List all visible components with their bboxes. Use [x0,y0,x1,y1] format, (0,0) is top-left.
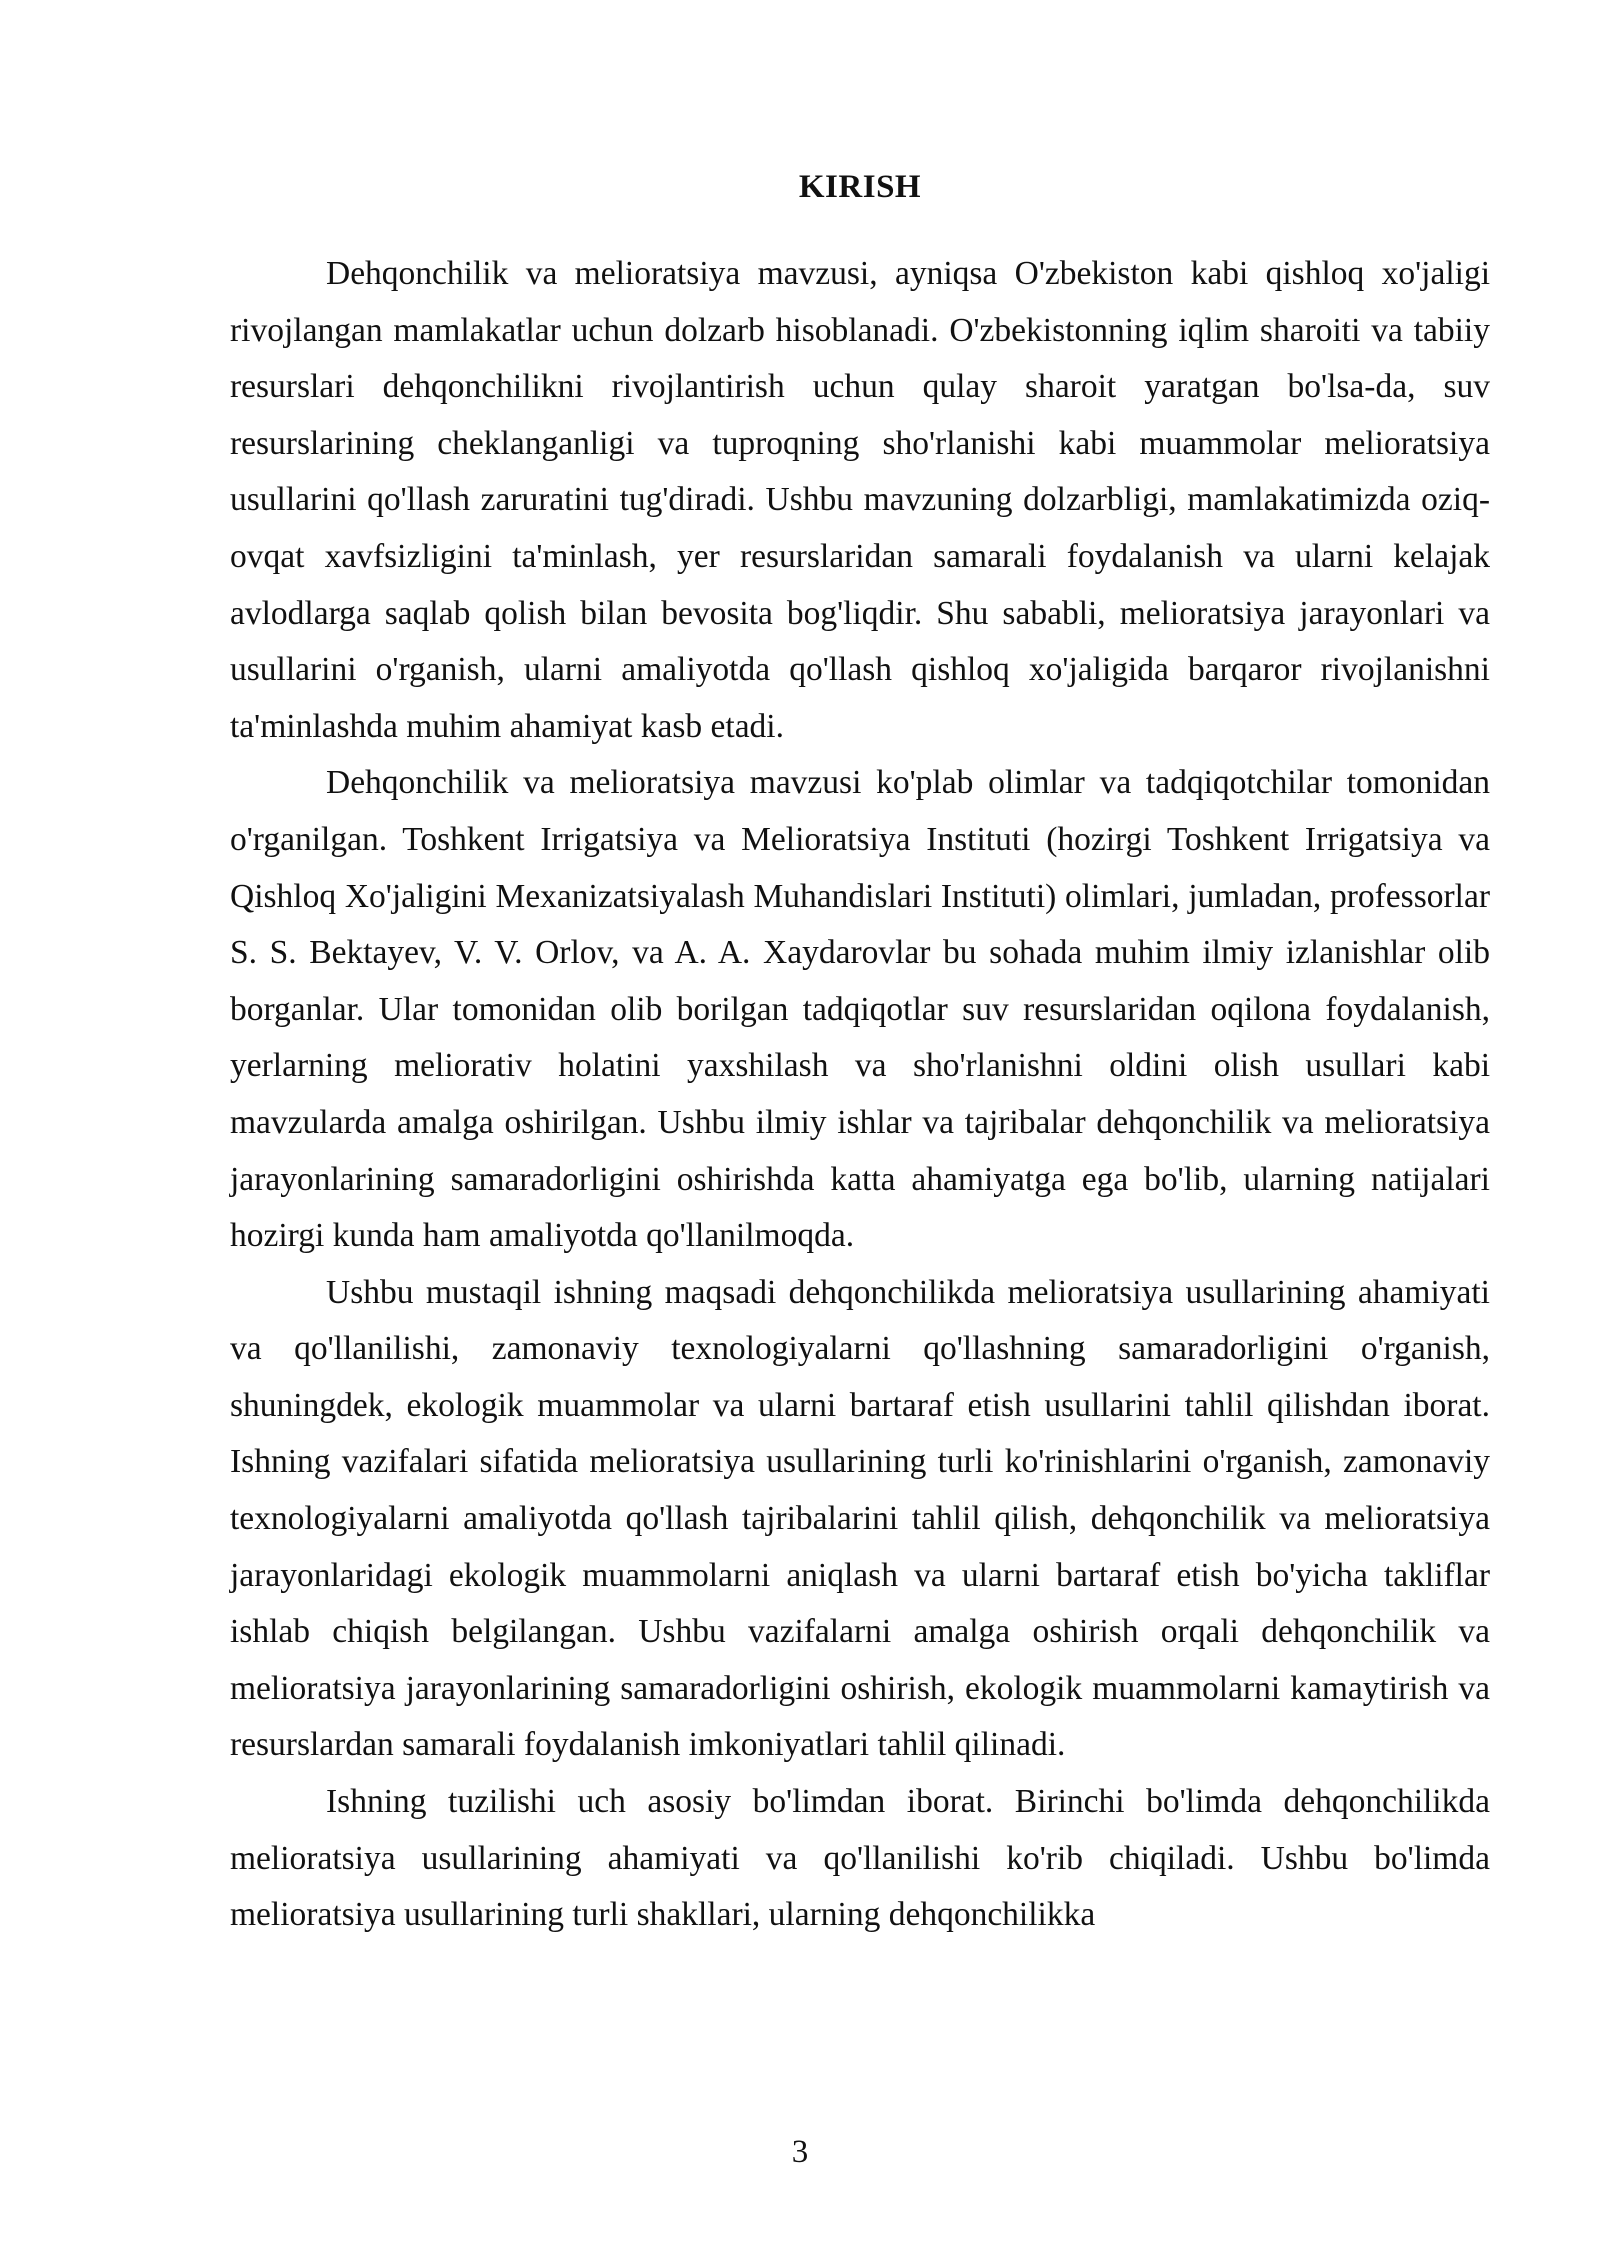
page-number: 3 [791,2134,809,2170]
document-body [230,246,1490,1944]
paragraph-1: Dehqonchilik va melioratsiya mavzusi, ayniqsa O'zbekiston kabi qishloq xo'jaligi rivojlangan mamlakatlar uchun dolzarb hisoblanadi. O'zbekistonning iqlim sharoiti va tabiiy resurslari dehqonchilikni rivojlantirish uchun qulay sharoit yaratgan bo'lsa-da, suv resurslarining cheklanganligi va tuproqning sho'rlanishi kabi muammolar melioratsiya usullarini qo'llash zaruratini tug'diradi. Ushbu mavzuning dolzarbligi, mamlakatimizda oziq-ovqat xavfsizligini ta'minlash, yer resurslaridan samarali foydalanish va ularni kelajak avlodlarga saqlab qolish bilan bevosita bog'liqdir. Shu sababli, melioratsiya jarayonlari va usullarini o'rganish, ularni amaliyotda qo'llash qishloq xo'jaligida barqaror rivojlanishni ta'minlashda muhim ahamiyat kasb etadi. [230,255,1490,745]
page-title: KIRISH [798,169,922,205]
paragraph-4: Ishning tuzilishi uch asosiy bo'limdan iborat. Birinchi bo'limda dehqonchilikda melioratsiya usullarining ahamiyati va qo'llanilishi ko'rib chiqiladi. Ushbu bo'limda melioratsiya usullarining turli shakllari, ularning dehqonchilikka [230,1783,1490,1934]
paragraph-3: Ushbu mustaqil ishning maqsadi dehqonchilikda melioratsiya usullarining ahamiyati va qo'llanilishi, zamonaviy texnologiyalarni qo'llashning samaradorligini o'rganish, shuningdek, ekologik muammolar va ularni bartaraf etish usullarini tahlil qilishdan iborat. Ishning vazifalari sifatida melioratsiya usullarining turli ko'rinishlarini o'rganish, zamonaviy texnologiyalarni amaliyotda qo'llash tajribalarini tahlil qilish, dehqonchilik va melioratsiya jarayonlaridagi ekologik muammolarni aniqlash va ularni bartaraf etish bo'yicha takliflar ishlab chiqish belgilangan. Ushbu vazifalarni amalga oshirish orqali dehqonchilik va melioratsiya jarayonlarining samaradorligini oshirish, ekologik muammolarni kamaytirish va resurslardan samarali foydalanish imkoniyatlari tahlil qilinadi. [230,1273,1490,1764]
paragraph-2: Dehqonchilik va melioratsiya mavzusi ko'plab olimlar va tadqiqotchilar tomonidan o'rganilgan. Toshkent Irrigatsiya va Melioratsiya Instituti (hozirgi Toshkent Irrigatsiya va Qishloq Xo'jaligini Mexanizatsiyalash Muhandislari Instituti) olimlari, jumladan, professorlar S. S. Bektayev, V. V. Orlov, va A. A. Xaydarovlar bu sohada muhim ilmiy izlanishlar olib borganlar. Ular tomonidan olib borilgan tadqiqotlar suv resurslaridan oqilona foydalanish, yerlarning meliorativ holatini yaxshilash va sho'rlanishni oldini olish usullari kabi mavzularda amalga oshirilgan. Ushbu ilmiy ishlar va tajribalar dehqonchilik va melioratsiya jarayonlarining samaradorligini oshirishda katta ahamiyatga ega bo'lib, ularning natijalari hozirgi kunda ham amaliyotda qo'llanilmoqda. [230,764,1490,1255]
